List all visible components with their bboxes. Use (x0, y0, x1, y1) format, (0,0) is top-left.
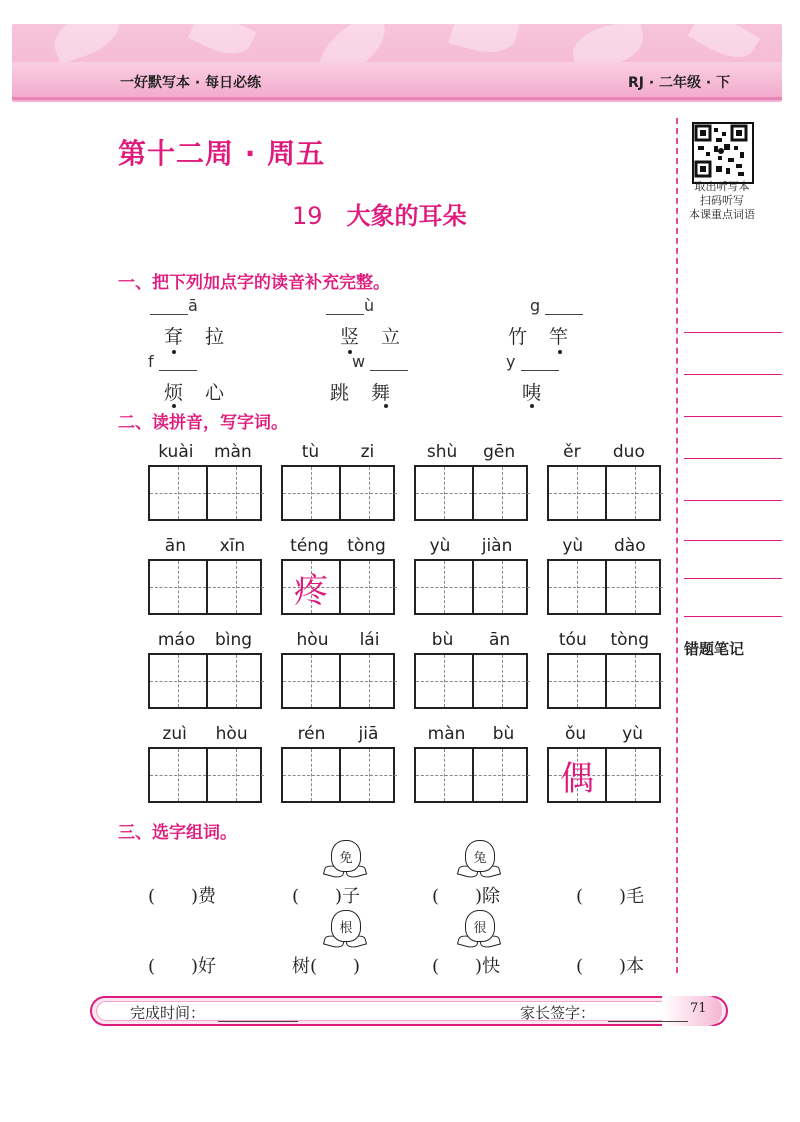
parent-signature-label: 家长签字： (520, 1004, 596, 1022)
writing-grid[interactable] (414, 465, 528, 521)
pinyin-label: bù ān (431, 630, 511, 650)
margin-divider (676, 118, 678, 973)
writing-grid[interactable] (414, 747, 528, 803)
lesson-title (292, 196, 467, 231)
qr-code-icon[interactable] (692, 122, 754, 184)
word-chars: 咦 (522, 382, 564, 404)
section-2-title: 二、读拼音，写字词。 (118, 413, 288, 433)
lesson-number: 19 (292, 202, 323, 230)
writing-grid[interactable] (281, 653, 395, 709)
week-title: 第十二周 · 周五 (118, 137, 326, 170)
pinyin-blank[interactable]: ù (326, 296, 374, 315)
emphasis-dot (530, 404, 534, 408)
pinyin-label: kuài màn (158, 442, 252, 462)
note-line (684, 578, 782, 579)
pinyin-label: téng tòng (290, 536, 386, 556)
completion-time-label: 完成时间： (130, 1004, 206, 1022)
section-1-title: 一、把下列加点字的读音补充完整。 (118, 273, 390, 293)
flower-char-icon: 兔 (456, 840, 502, 880)
fill-in-item[interactable]: ( )毛 (576, 886, 645, 907)
writing-grid[interactable] (281, 559, 395, 615)
pinyin-label: yù jiàn (429, 536, 513, 556)
note-line (684, 374, 782, 375)
pinyin-blank[interactable]: y (506, 352, 559, 371)
writing-grid[interactable] (148, 559, 262, 615)
word-chars: 耷拉 (164, 326, 247, 348)
section-3-title: 三、选字组词。 (118, 823, 237, 843)
lesson-name: 大象的耳朵 (346, 202, 467, 230)
pinyin-label: tóu tòng (558, 630, 650, 650)
pinyin-label: ǒu yù (564, 724, 643, 744)
word-chars: 竹竿 (508, 326, 591, 348)
flower-char-icon: 很 (456, 910, 502, 950)
handwritten-answer: 偶 (560, 758, 594, 799)
note-line (684, 616, 782, 617)
fill-in-item[interactable]: ( )本 (576, 956, 645, 977)
writing-grid[interactable] (148, 747, 262, 803)
writing-grid[interactable] (414, 653, 528, 709)
writing-grid[interactable] (547, 559, 661, 615)
pinyin-label: máo bìng (157, 630, 253, 650)
writing-grid[interactable] (148, 465, 262, 521)
pinyin-label: shù gēn (426, 442, 516, 462)
flower-char-icon: 免 (322, 840, 368, 880)
writing-grid[interactable] (281, 747, 395, 803)
emphasis-dot (558, 350, 562, 354)
handwritten-answer: 疼 (294, 570, 328, 611)
flower-char-icon: 根 (322, 910, 368, 950)
pinyin-blank[interactable]: ā (150, 296, 198, 315)
parent-signature-field[interactable] (608, 1021, 688, 1022)
writing-grid[interactable] (148, 653, 262, 709)
fill-in-item[interactable]: ( )除 (432, 886, 501, 907)
pinyin-blank[interactable]: f (148, 352, 197, 371)
fill-in-item[interactable]: ( )好 (148, 956, 217, 977)
pinyin-label: tù zi (301, 442, 375, 462)
fill-in-item[interactable]: ( )快 (432, 956, 501, 977)
pinyin-label: ěr duo (563, 442, 645, 462)
note-line (684, 416, 782, 417)
completion-time-field[interactable] (218, 1021, 298, 1022)
writing-grid[interactable] (281, 465, 395, 521)
emphasis-dot (384, 404, 388, 408)
header-series-title: 一好默写本 · 每日必练 (120, 75, 262, 91)
word-chars: 跳舞 (330, 382, 413, 404)
note-line (684, 500, 782, 501)
note-line (684, 540, 782, 541)
writing-grid[interactable] (547, 465, 661, 521)
pinyin-label: rén jiā (297, 724, 379, 744)
pinyin-blank[interactable]: g (530, 296, 583, 315)
note-line (684, 332, 782, 333)
page-number: 71 (690, 1001, 707, 1016)
fill-in-item[interactable]: ( )子 (292, 886, 361, 907)
pinyin-label: ān xīn (164, 536, 246, 556)
writing-grid[interactable] (547, 653, 661, 709)
pinyin-label: zuì hòu (162, 724, 248, 744)
word-chars: 烦心 (164, 382, 247, 404)
writing-grid[interactable] (547, 747, 661, 803)
word-chars: 竖立 (340, 326, 423, 348)
pinyin-label: yù dào (562, 536, 646, 556)
pinyin-label: màn bù (427, 724, 515, 744)
fill-in-item[interactable]: ( )费 (148, 886, 217, 907)
qr-caption: 取出听写本 扫码听写 本课重点词语 (689, 180, 755, 221)
writing-grid[interactable] (414, 559, 528, 615)
header-grade-label: RJ · 二年级 · 下 (628, 75, 731, 91)
mistake-notes-title: 错题笔记 (684, 640, 745, 658)
pinyin-blank[interactable]: w (352, 352, 408, 371)
note-line (684, 458, 782, 459)
pinyin-label: hòu lái (296, 630, 380, 650)
fill-in-item[interactable]: 树( ) (292, 956, 361, 977)
